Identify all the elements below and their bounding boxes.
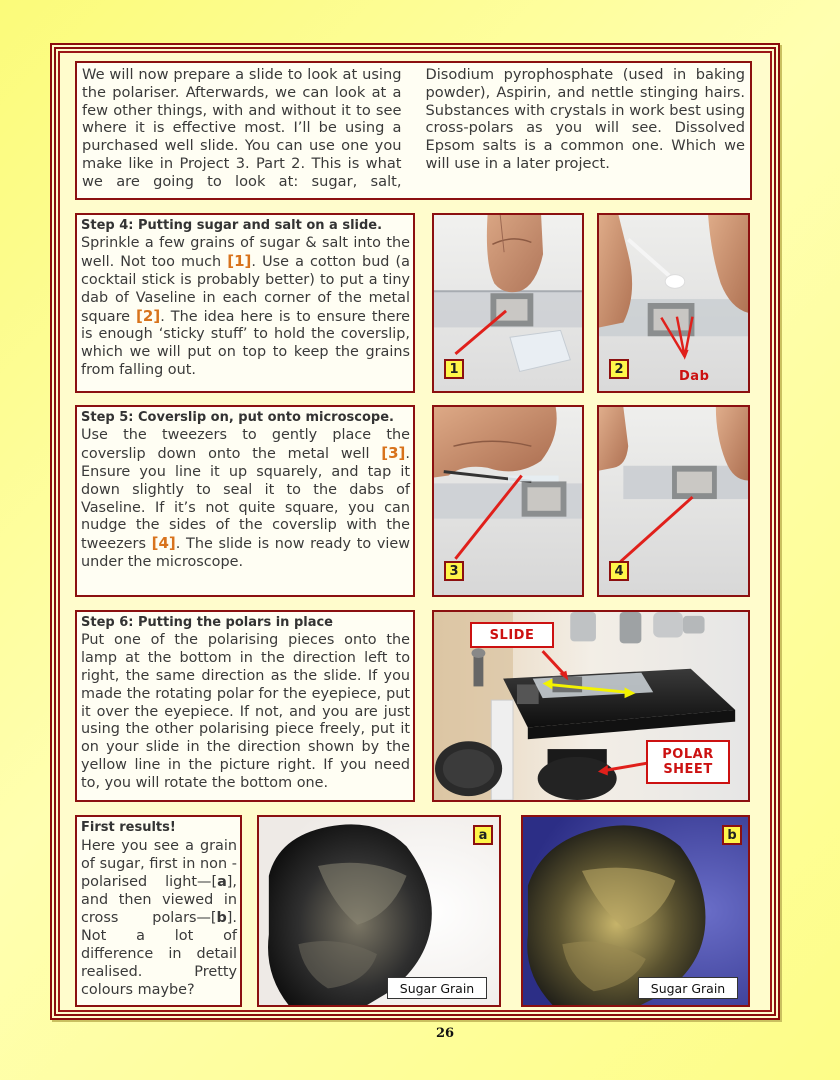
ref-a: a <box>217 874 227 890</box>
step6-text-box <box>75 610 415 802</box>
ref-b: b <box>216 910 227 926</box>
photo-3-coverslip-on <box>432 405 584 597</box>
step5-body: Use the tweezers to gently place the coverslip down onto the metal well [3]. Ensure you line it up squarely, and tap it down slightly to seal it to the dabs of Vaseline. If it’s not quite square, you can nudge the sides of the coverslip with the tweezers [4]. The slide is now ready to view under the microscope. <box>81 426 411 571</box>
photo-4-slide-ready <box>597 405 750 597</box>
photo-4-label: 4 <box>609 561 629 581</box>
slide-callout: SLIDE <box>470 622 554 648</box>
step4-heading: Step 4: Putting sugar and salt on a slide. <box>81 218 383 233</box>
ref-4: [4] <box>151 534 176 553</box>
photo-b-caption: Sugar Grain <box>638 977 738 999</box>
photo-microscope-stage <box>432 610 750 802</box>
photo-a-label: a <box>473 825 493 845</box>
dab-annotation: Dab <box>679 369 710 384</box>
photo-b-sugar-grain-crosspolars <box>521 815 750 1007</box>
photo-a-sugar-grain-nonpolarised <box>257 815 501 1007</box>
photo-3-label: 3 <box>444 561 464 581</box>
step6-body: Put one of the polarising pieces onto the lamp at the bottom in the direction left to right, the same direction as the slide. If you made the rotating polar for the eyepiece, put it over the eyepiece. If not, and you are just using the other polarising piece freely, put it on your slide in the direction shown by the yellow line in the picture right. If you need to, you will rotate the bottom one. <box>81 631 410 792</box>
step5-text-box <box>75 405 415 597</box>
ref-2: [2] <box>136 306 161 325</box>
step4-body: Sprinkle a few grains of sugar & salt into the well. Not too much [1]. Use a cotton bud (a cocktail stick is probably better) to put a tiny dab of Vaseline in each corner of the metal square [2]. The idea here is to ensure there is enough ‘sticky stuff’ to hold the coverslip, which we will put on top to keep the grains from falling out. <box>81 234 410 379</box>
photo-2-label: 2 <box>609 359 629 379</box>
ref-3: [3] <box>381 443 406 462</box>
ref-1: [1] <box>227 251 252 270</box>
photo-2-vaseline-dab <box>597 213 750 393</box>
photo-1-sprinkle-grains <box>432 213 584 393</box>
photo-b-label: b <box>722 825 742 845</box>
results-text-box <box>75 815 242 1007</box>
photo-1-label: 1 <box>444 359 464 379</box>
step4-text-box <box>75 213 415 393</box>
photo-a-caption: Sugar Grain <box>387 977 487 999</box>
step6-heading: Step 6: Putting the polars in place <box>81 615 333 630</box>
intro-text: We will now prepare a slide to look at using the polariser. Afterwards, we can look at a few other things, with and without it to see where it is effective most. I’ll be using a purchased well slide. You can use one you make like in Project 3. Part 2. This is what we are going to look at: sugar, salt, Disodium pyrophosphate (used in baking powder), Aspirin, and nettle stinging hairs. Substances with crystals in work best using cross-polars as you will see. Dissolved Epsom salts is a common one. Which we will use in a later project. <box>82 66 745 190</box>
step5-heading: Step 5: Coverslip on, put onto microscope. <box>81 410 394 425</box>
results-body: Here you see a grain of sugar, first in non -polarised light—[a], and then viewed in cross polars—[b]. Not a lot of difference in detail realised. Pretty colours maybe? <box>81 838 237 998</box>
page-number: 26 <box>435 1026 455 1041</box>
polar-sheet-callout: POLAR SHEET <box>646 740 730 784</box>
intro-text-box <box>75 61 752 200</box>
results-heading: First results! <box>81 820 176 835</box>
